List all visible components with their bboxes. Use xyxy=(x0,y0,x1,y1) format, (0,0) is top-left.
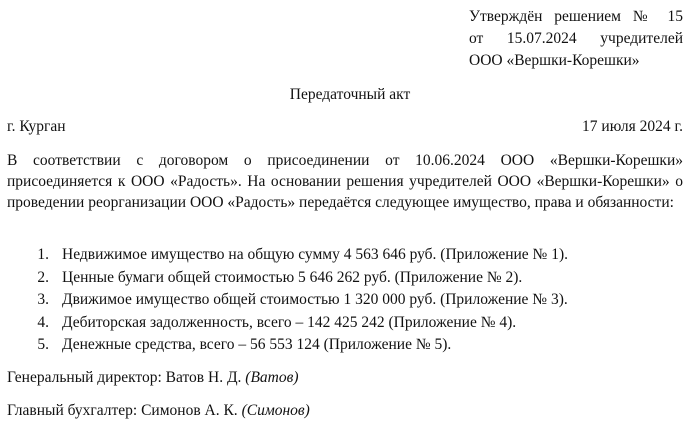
document-city: г. Курган xyxy=(7,118,66,135)
accountant-label: Главный бухгалтер: Симонов А. К. xyxy=(7,402,238,419)
list-item xyxy=(7,244,683,267)
director-signature: (Ватов) xyxy=(245,369,299,386)
approval-line-1: Утверждён решением № 15 xyxy=(469,8,683,25)
list-item-number: 2. xyxy=(37,268,49,286)
list-item-text: Дебиторская задолженность, всего – 142 425 242 (Приложение № 4). xyxy=(62,313,517,331)
document-title: Передаточный акт xyxy=(289,86,411,103)
accountant-signature-line xyxy=(7,400,310,422)
list-item-text: Движимое имущество общей стоимостью 1 320 000 руб. (Приложение № 3). xyxy=(62,291,568,308)
list-item xyxy=(7,267,683,290)
approval-block xyxy=(469,6,683,72)
approval-line-3: ООО «Вершки-Корешки» xyxy=(469,52,640,69)
director-signature-line xyxy=(7,367,299,389)
document-date: 17 июля 2024 г. xyxy=(582,118,683,135)
list-item-number: 1. xyxy=(37,246,49,263)
list-item-number: 5. xyxy=(37,336,49,353)
list-item-number: 4. xyxy=(37,313,49,331)
list-item xyxy=(7,289,683,312)
list-item-text: Ценные бумаги общей стоимостью 5 646 262 руб. (Приложение № 2). xyxy=(62,268,523,286)
list-item xyxy=(7,312,683,335)
list-item-number: 3. xyxy=(37,291,49,308)
approval-line-2: от 15.07.2024 учредителей xyxy=(469,30,683,47)
list-item-text: Денежные средства, всего – 56 553 124 (Приложение № 5). xyxy=(62,336,452,353)
list-item xyxy=(7,334,683,357)
director-label: Генеральный директор: Ватов Н. Д. xyxy=(7,369,242,386)
property-list xyxy=(7,244,683,357)
list-item-text: Недвижимое имущество на общую сумму 4 563 646 руб. (Приложение № 1). xyxy=(62,246,568,263)
accountant-signature: (Симонов) xyxy=(241,402,310,419)
intro-paragraph: В соответствии с договором о присоединении от 10.06.2024 ООО «Вершки-Корешки» присоединяется к ООО «Радость». На основании решения учредителей ООО «Вершки-Корешки» о проведении реорганизации ООО «Радость» передаётся следующее имущество, права и обязанности: xyxy=(7,152,683,211)
